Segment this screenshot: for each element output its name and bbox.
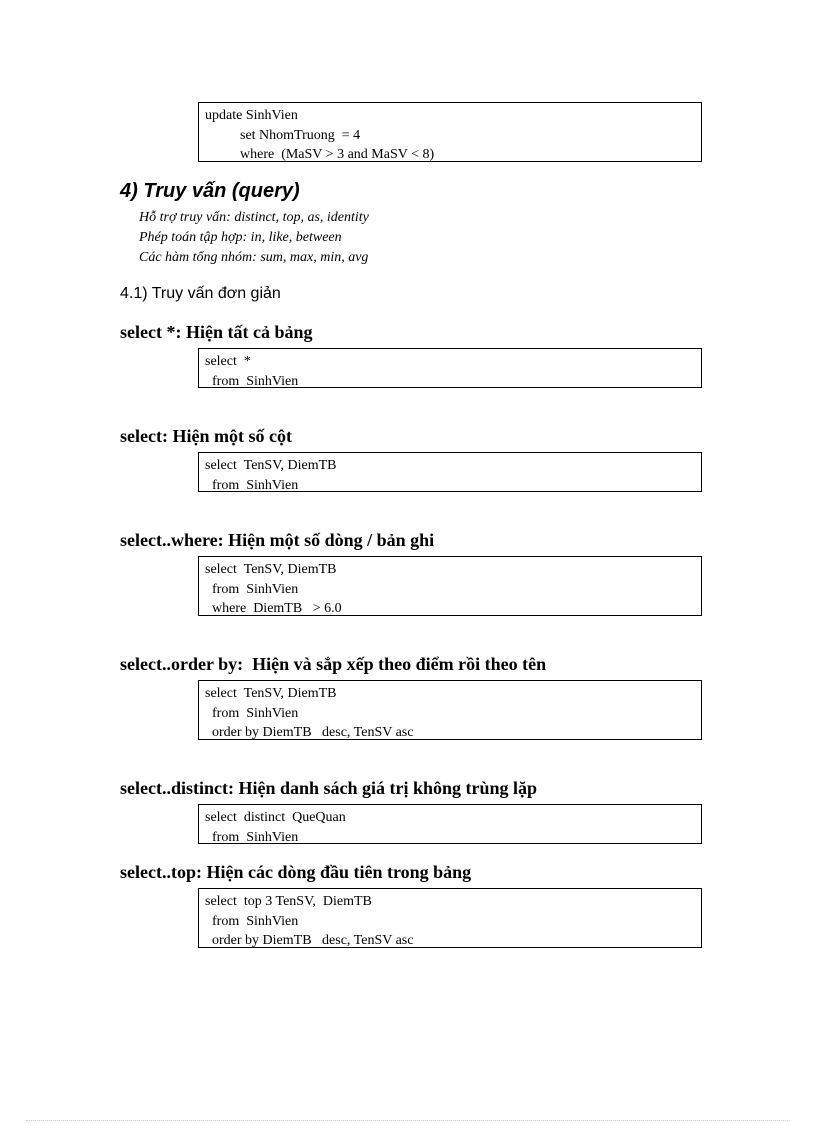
code-line: set NhomTruong = 4 (205, 127, 361, 143)
heading-select-top: select..top: Hiện các dòng đầu tiên trong bảng (120, 862, 472, 882)
code-line: order by DiemTB desc, TenSV asc (205, 725, 414, 740)
code-block-update (198, 102, 702, 162)
code-line: where (MaSV > 3 and MaSV < 8) (205, 147, 435, 162)
note-line: Phép toán tập hợp: in, like, between (139, 230, 342, 245)
code-block-select-cols (198, 452, 702, 492)
heading-select-order: select..order by: Hiện và sắp xếp theo điểm rồi theo tên (120, 654, 547, 674)
heading-select-distinct: select..distinct: Hiện danh sách giá trị không trùng lặp (120, 778, 538, 798)
code-line: select TenSV, DiemTB (205, 458, 337, 473)
code-line: from SinhVien (205, 829, 299, 845)
heading-select-where: select..where: Hiện một số dòng / bản ghi (120, 530, 435, 550)
code-block-select-distinct (198, 804, 702, 844)
code-line: select distinct QueQuan (205, 810, 346, 825)
section-title: 4) Truy vấn (query) (120, 180, 300, 202)
note-line: Các hàm tổng nhóm: sum, max, min, avg (139, 250, 369, 265)
code-line: update SinhVien (205, 108, 298, 123)
heading-select-cols: select: Hiện một số cột (120, 426, 292, 446)
code-line: from SinhVien (205, 373, 299, 389)
code-line: select TenSV, DiemTB (205, 686, 337, 701)
page-bottom-rule (26, 1120, 790, 1121)
code-line: from SinhVien (205, 477, 299, 493)
code-block-select-top (198, 888, 702, 948)
code-line: from SinhVien (205, 913, 299, 929)
subsection-title: 4.1) Truy vấn đơn giản (120, 285, 281, 302)
note-line: Hỗ trợ truy vấn: distinct, top, as, identity (139, 210, 369, 225)
code-line: from SinhVien (205, 581, 299, 597)
code-block-select-order (198, 680, 702, 740)
code-line: select top 3 TenSV, DiemTB (205, 894, 372, 909)
heading-select-all: select *: Hiện tất cả bảng (120, 322, 313, 342)
code-line: select TenSV, DiemTB (205, 562, 337, 577)
code-line: order by DiemTB desc, TenSV asc (205, 933, 414, 948)
code-block-select-all (198, 348, 702, 388)
code-line: from SinhVien (205, 705, 299, 721)
code-block-select-where (198, 556, 702, 616)
code-line: where DiemTB > 6.0 (205, 601, 342, 616)
code-line: select * (205, 354, 251, 369)
